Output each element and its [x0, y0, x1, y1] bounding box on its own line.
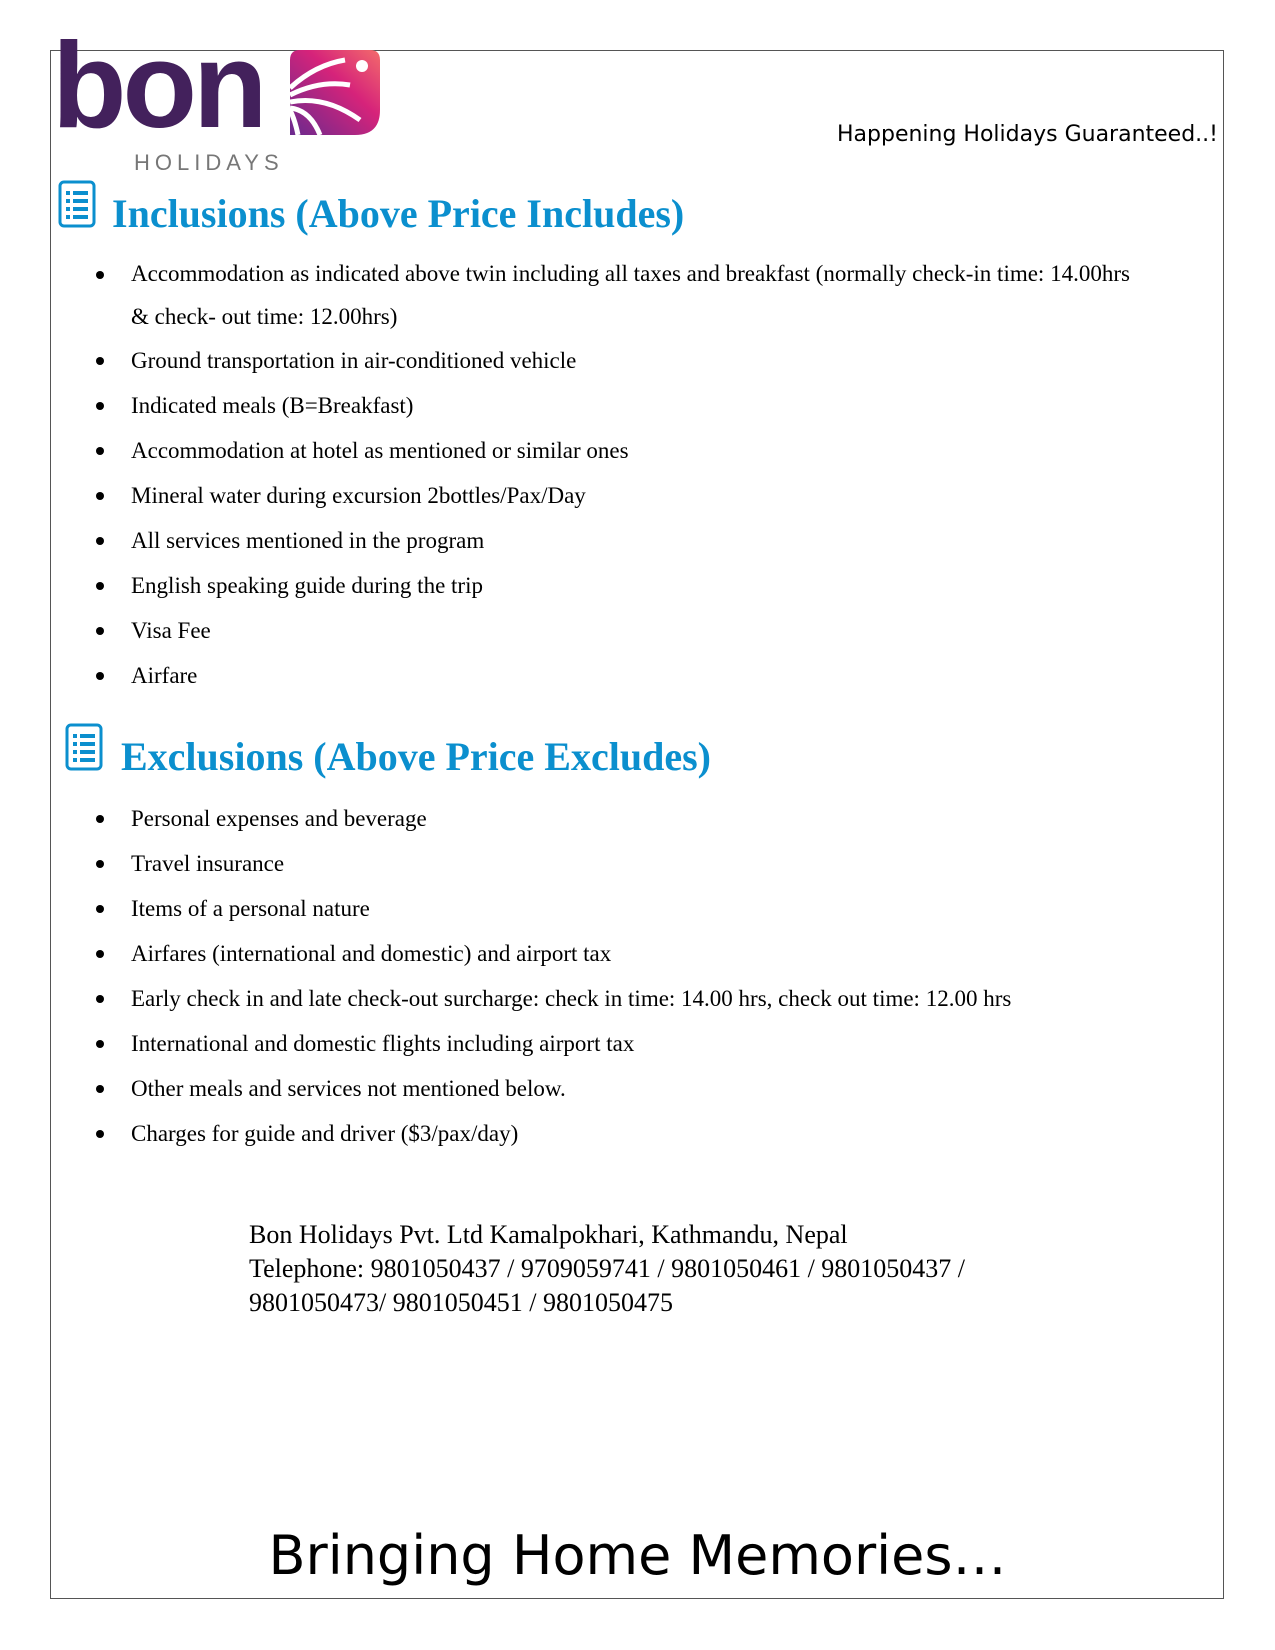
list-item: Other meals and services not mentioned below.	[98, 1066, 1198, 1111]
list-item: Visa Fee	[98, 608, 1138, 653]
list-item: Accommodation at hotel as mentioned or similar ones	[98, 428, 1138, 473]
checklist-icon	[58, 180, 96, 228]
logo-subtitle: HOLIDAYS	[134, 150, 284, 175]
list-item: Items of a personal nature	[98, 886, 1198, 931]
telephone: Telephone: 9801050437 / 9709059741 / 9801050461 / 9801050437 /	[249, 1254, 966, 1283]
list-item: Airfare	[98, 653, 1138, 698]
list-item: Personal expenses and beverage	[98, 796, 1198, 841]
inclusions-heading: Inclusions (Above Price Includes)	[112, 191, 685, 236]
palm-logo-icon	[290, 50, 380, 140]
list-item: All services mentioned in the program	[98, 518, 1138, 563]
list-item: Charges for guide and driver ($3/pax/day)	[98, 1111, 1198, 1156]
list-item: International and domestic flights including airport tax	[98, 1021, 1198, 1066]
tagline: Happening Holidays Guaranteed..!	[836, 122, 1218, 147]
list-item: Airfares (international and domestic) and airport tax	[98, 931, 1198, 976]
list-item: Mineral water during excursion 2bottles/Pax/Day	[98, 473, 1138, 518]
exclusions-heading: Exclusions (Above Price Excludes)	[121, 734, 711, 779]
logo-text: bon	[52, 17, 264, 153]
inclusions-list	[98, 252, 1138, 698]
list-item: Travel insurance	[98, 841, 1198, 886]
exclusions-list	[98, 796, 1198, 1156]
contact-block	[249, 1218, 965, 1320]
list-item: Early check in and late check-out surcharge: check in time: 14.00 hrs, check out time: 12.00 hrs	[98, 976, 1198, 1021]
telephone-cont: 9801050473/ 9801050451 / 9801050475	[249, 1288, 673, 1317]
checklist-icon	[65, 723, 103, 771]
footer-slogan: Bringing Home Memories…	[268, 1524, 1007, 1587]
list-item: Ground transportation in air-conditioned vehicle	[98, 338, 1138, 383]
list-item: English speaking guide during the trip	[98, 563, 1138, 608]
address: Bon Holidays Pvt. Ltd Kamalpokhari, Kathmandu, Nepal	[249, 1220, 848, 1249]
list-item: Indicated meals (B=Breakfast)	[98, 383, 1138, 428]
list-item: Accommodation as indicated above twin including all taxes and breakfast (normally check-in time: 14.00hrs & check- out time: 12.00hrs)	[98, 252, 1138, 338]
